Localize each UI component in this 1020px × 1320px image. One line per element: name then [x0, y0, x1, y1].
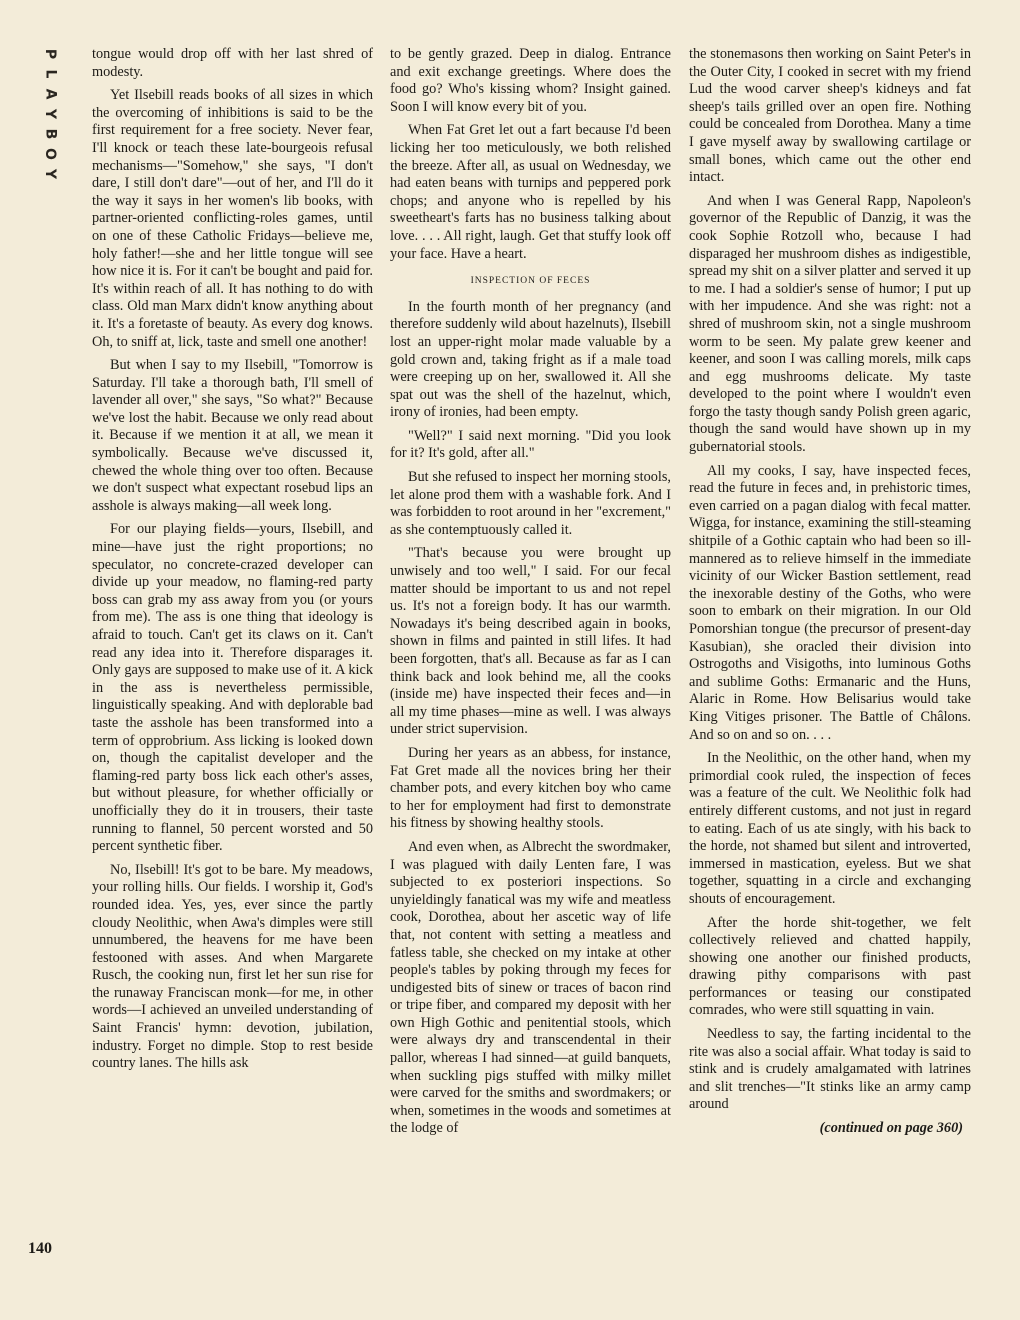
paragraph: And when I was General Rapp, Napoleon's governor of the Republic of Danzig, it was the cook Sophie Rotzoll who, because I had disparaged her mushroom dishes as indigestible, spread my shit on a silver platter and served it up to me. I had a soldier's sense of humor; I put up with her impudence. And she was right: not a shred of mushroom skin, not a single mushroom worm to be seen. My palate grew keener and keener, and soon I was calling morels, milk caps and egg mushrooms delicate. My taste developed to the point where I wouldn't even forgo the tasty though sandy Polish green agaric, though the sand would have shown up in my gubernatorial stools.	[689, 192, 971, 456]
paragraph: For our playing fields—yours, Ilsebill, and mine—have just the right proportions; no speculator, no concrete-crazed developer can divide up your meadow, no flaming-red party boss can grab my ass away from you (or yours from me). The ass is one thing that ideology is afraid to touch. Can't get its claws on it. Can't read any idea into it. Therefore disparages it. Only gays are supposed to make use of it. A kick in the ass is nevertheless permissible, linguistically speaking. And with deplorable bad taste the asshole has been transformed into a term of opprobrium. Ass licking is looked down on, though the capitalist developer and the flaming-red party boss lick each other's asses, but without pleasure, for whether officially or unofficially they do it in trousers, their taste running to flannel, 50 percent worsted and 50 percent synthetic fiber.	[92, 521, 373, 855]
text-column-3	[689, 46, 971, 1138]
section-heading: INSPECTION OF FECES	[470, 276, 591, 287]
paragraph: No, Ilsebill! It's got to be bare. My meadows, your rolling hills. Our fields. I worship it, God's rounded idea. Yes, yes, ever since the partly cloudy Neolithic, when Awa's dimples were still unnumbered, the heavens for me have been festooned with asses. And when Margarete Rusch, the cooking nun, first let her sun rise for the runaway Franciscan monk—for me, in other words—I achieved an unveiled understanding of Saint Francis' hymn: devotion, jubilation, industry. Forget no dimple. Stop to rest beside country lanes. The hills ask	[92, 861, 373, 1072]
masthead-letter: P	[41, 48, 58, 60]
masthead-letter: A	[42, 88, 58, 100]
paragraph: But she refused to inspect her morning stools, let alone prod them with a washable fork. And I was forbidden to root around in her "excrement," as she contemptuously called it.	[390, 469, 671, 538]
column-2-part-a	[390, 46, 671, 263]
paragraph: And even when, as Albrecht the swordmaker, I was plagued with daily Lenten fare, I was subjected to ex posteriori inspections. So unyieldingly fanatical was my wife and meatless cook, Dorothea, about her ascetic way of life that, not content with setting a meatless and fatless table, she checked on my intake at other people's tables by poking through my feces for undigested bits of sinew or traces of bacon rind or tripe fiber, and compared my deposit with her own High Gothic and penitential stools, which were always dry and transcendental in their pallor, whereas I had sinned—at guild banquets, when suckling pigs stuffed with milky millet were carved for the smiths and swordmakers; or when, sometimes in the woods and sometimes at the lodge of	[390, 838, 671, 1137]
paragraph: Needless to say, the farting incidental to the rite was also a social affair. What today is said to stink and is crudely amalgamated with latrines and slit trenches—"It stinks like an army camp around	[689, 1026, 971, 1113]
continued-note: (continued on page 360)	[819, 1120, 963, 1137]
masthead-letter: L	[41, 69, 58, 79]
paragraph: to be gently grazed. Deep in dialog. Entrance and exit exchange greetings. Where does the food go? Who's kissing whom? Insight gained. Soon I will know every bit of you.	[390, 46, 671, 115]
paragraph: tongue would drop off with her last shred of modesty.	[92, 46, 373, 80]
text-column-2	[390, 46, 671, 1144]
paragraph: After the horde shit-together, we felt collectively relieved and chatted happily, showing one another our finished products, drawing pithy comparisons with past performances or teasing our constipated comrades, who were still squatting in vain.	[689, 914, 971, 1019]
masthead-letter: O	[42, 148, 58, 160]
column-2-part-b	[390, 299, 671, 1138]
masthead-letter: Y	[41, 168, 58, 180]
paragraph: All my cooks, I say, have inspected feces, read the future in feces and, in prehistoric times, even carried on a pagan dialog with fecal matter. Wigga, for instance, examining the still-steaming shitpile of a Gothic captain who had been so ill-mannered as to relieve himself in the immediate vicinity of our Wicker Bastion settlement, read the inexorable destiny of the Goths, who were soon to embark on their migration. In our Old Pomorshian tongue (the precursor of present-day Kasubian), she oracled their division into Ostrogoths and Visigoths, into luminous Goths and sublime Goths: Ermanaric and the Huns, Alaric in Rome. How Belisarius would take King Vitiges prisoner. The Battle of Châlons. And so on and so on. . . .	[689, 462, 971, 743]
page-number: 140	[28, 1240, 52, 1257]
paragraph: the stonemasons then working on Saint Peter's in the Outer City, I cooked in secret with my friend Lud the wood carver sheep's kidneys and fat sheep's tails grilled over an open fire. Nothing could be concealed from Dorothea. Many a time I gave myself away by swallowing cartilage or small bones, which came out the other end intact.	[689, 46, 971, 186]
paragraph: "That's because you were brought up unwisely and too well," I said. For our fecal matter should be important to us and not repel us. It's not a foreign body. It has our warmth. Nowadays it's being described again in books, shown in films and painted in still lifes. It had been forgotten, that's all. Because as far as I can think back and look behind me, all the cooks (inside me) have inspected their feces and—in all my time phases—mine as well. I was always under strict supervision.	[390, 545, 671, 738]
paragraph: During her years as an abbess, for instance, Fat Gret made all the novices bring her their chamber pots, and every kitchen boy who came to her for employment had first to demonstrate his fitness by showing healthy stools.	[390, 744, 671, 832]
masthead-letter: Y	[41, 108, 58, 120]
paragraph: But when I say to my Ilsebill, "Tomorrow is Saturday. I'll take a thorough bath, I'll smell of lavender all over," she says, "So what?" Because we've lost the habit. Because we only read about it. Because if we mention it at all, we mean it symbolically. Because we've discussed it, chewed the whole thing over too often. Because we don't suspect what expectant rosebud lips an asshole is always making—all week long.	[92, 357, 373, 514]
paragraph: In the fourth month of her pregnancy (and therefore suddenly wild about hazelnuts), Ilsebill lost an upper-right molar made valuable by a gold crown and, taking fright as if a male toad were creeping up on her, swallowed it. All she spat out was the shell of the hazelnut, which, irony of ironies, had been empty.	[390, 298, 671, 421]
text-column-1	[92, 46, 373, 1079]
masthead-letter: B	[41, 128, 58, 140]
paragraph: "Well?" I said next morning. "Did you look for it? It's gold, after all."	[390, 427, 671, 462]
paragraph: Yet Ilsebill reads books of all sizes in which the overcoming of inhibitions is said to be the first requirement for a free society. Never fear, I'll knock or teach these late-bourgeois refusal mechanisms—"Somehow," she says, "I don't dare, I still don't dare"—out of her, and I'll do it the way it says in her women's lib books, with partner-oriented conflicting-roles games, until on one of these Catholic Fridays—believe me, holy father!—she and her little tongue will see how nice it is. For it can't be bought and paid for. It's within reach of all. It has nothing to do with class. Old man Marx didn't know anything about it. It's a foretaste of beauty. As every dog knows. Oh, to sniff at, lick, taste and smell one another!	[92, 87, 373, 350]
paragraph: In the Neolithic, on the other hand, when my primordial cook ruled, the inspection of feces was a feature of the cult. We Neolithic folk had entirely different customs, and not just in regard to eating. Each of us ate singly, with his back to the horde, not shamed but silent and introverted, immersed in mastication, eyeless. But we shat together, squatting in a circle and exchanging shouts of encouragement.	[689, 750, 971, 907]
paragraph: When Fat Gret let out a fart because I'd been licking her too meticulously, we both relished the breeze. After all, as usual on Wednesday, we had eaten beans with turnips and peppered pork chops; and anyone who is repelled by his sweetheart's farts has no business talking about love. . . . All right, laugh. Get that stuffy look off your face. Have a heart.	[390, 122, 671, 262]
magazine-masthead	[30, 44, 70, 184]
